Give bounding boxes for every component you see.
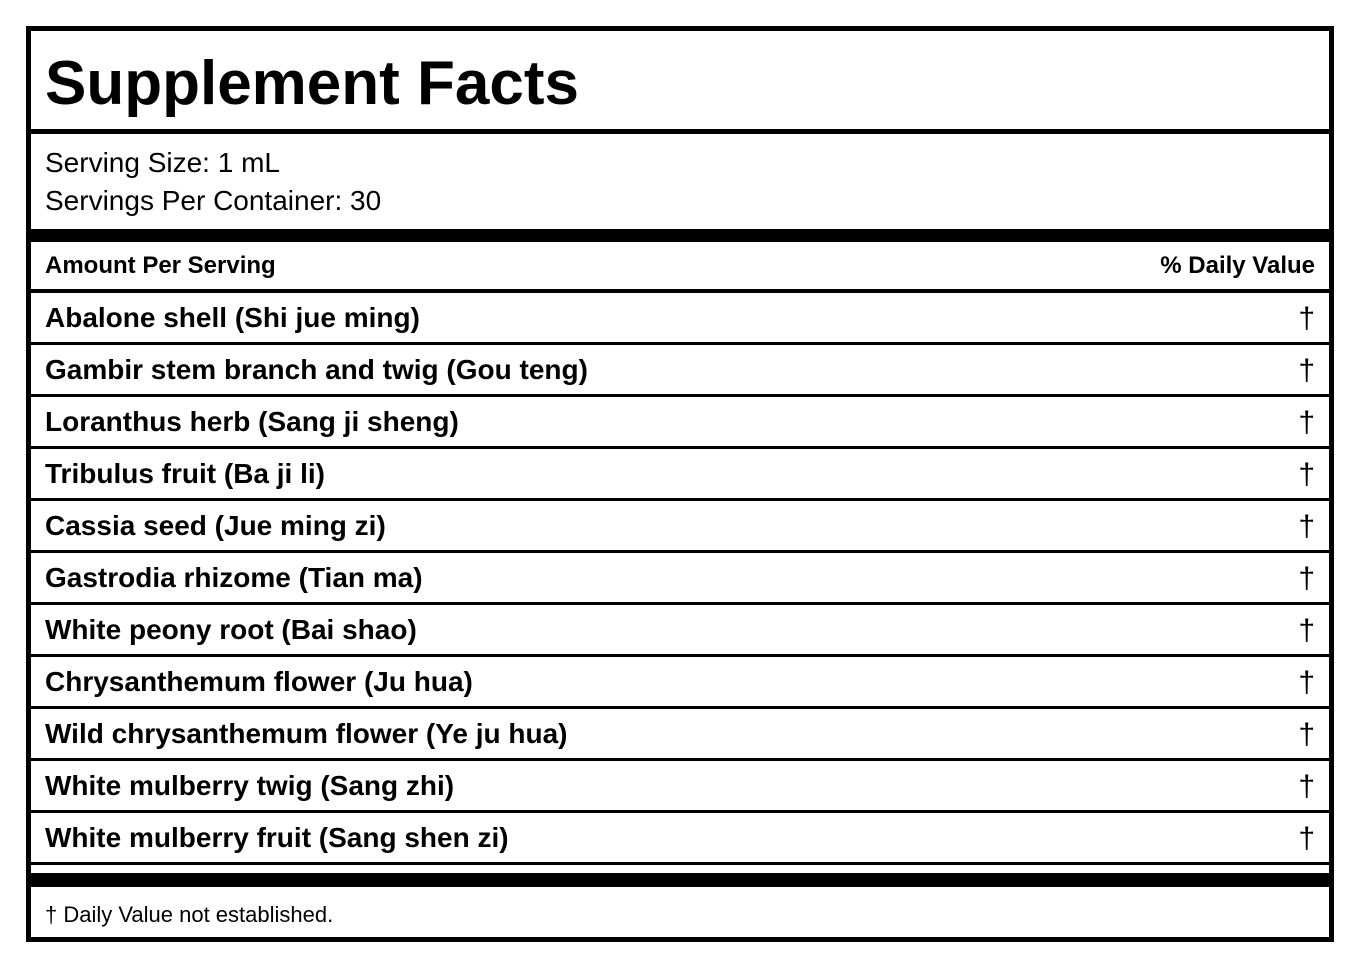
table-row [31, 761, 1329, 813]
daily-value-dagger: † [1298, 458, 1315, 491]
ingredient-name: White mulberry fruit (Sang shen zi) [45, 822, 509, 853]
serving-size: Serving Size: 1 mL [45, 147, 280, 178]
table-row [31, 657, 1329, 709]
ingredient-list [31, 293, 1329, 865]
ingredient-name: Abalone shell (Shi jue ming) [45, 302, 420, 333]
daily-value-dagger: † [1298, 718, 1315, 751]
servings-per-container: Servings Per Container: 30 [45, 185, 382, 216]
daily-value-dagger: † [1298, 562, 1315, 595]
table-row [31, 501, 1329, 553]
table-row [31, 553, 1329, 605]
daily-value-dagger: † [1298, 822, 1315, 855]
ingredient-name: Loranthus herb (Sang ji sheng) [45, 406, 459, 437]
label-title: Supplement Facts [45, 49, 579, 118]
daily-value-dagger: † [1298, 354, 1315, 387]
daily-value-dagger: † [1298, 666, 1315, 699]
daily-value-dagger: † [1298, 302, 1315, 335]
ingredient-name: Cassia seed (Jue ming zi) [45, 510, 386, 541]
supplement-facts-label [26, 26, 1334, 942]
table-row [31, 345, 1329, 397]
ingredient-name: Chrysanthemum flower (Ju hua) [45, 666, 473, 697]
title-section [31, 31, 1329, 134]
daily-value-header: % Daily Value [1160, 252, 1315, 279]
ingredient-name: Gastrodia rhizome (Tian ma) [45, 562, 423, 593]
daily-value-dagger: † [1298, 510, 1315, 543]
thick-divider-bottom [31, 873, 1329, 887]
ingredient-name: White mulberry twig (Sang zhi) [45, 770, 455, 801]
table-row [31, 813, 1329, 865]
daily-value-dagger: † [1298, 770, 1315, 803]
table-row [31, 709, 1329, 761]
column-header-row [31, 242, 1329, 289]
amount-per-serving-header: Amount Per Serving [45, 252, 276, 279]
ingredient-name: Tribulus fruit (Ba ji li) [45, 458, 325, 489]
ingredient-name: White peony root (Bai shao) [45, 614, 417, 645]
table-row [31, 605, 1329, 657]
serving-info [31, 134, 1329, 229]
footnote: † Daily Value not established. [45, 902, 334, 927]
daily-value-dagger: † [1298, 406, 1315, 439]
thick-divider-top [31, 229, 1329, 242]
table-row [31, 397, 1329, 449]
table-row [31, 449, 1329, 501]
table-row [31, 293, 1329, 345]
ingredient-name: Wild chrysanthemum flower (Ye ju hua) [45, 718, 568, 749]
daily-value-dagger: † [1298, 614, 1315, 647]
ingredient-name: Gambir stem branch and twig (Gou teng) [45, 354, 588, 385]
